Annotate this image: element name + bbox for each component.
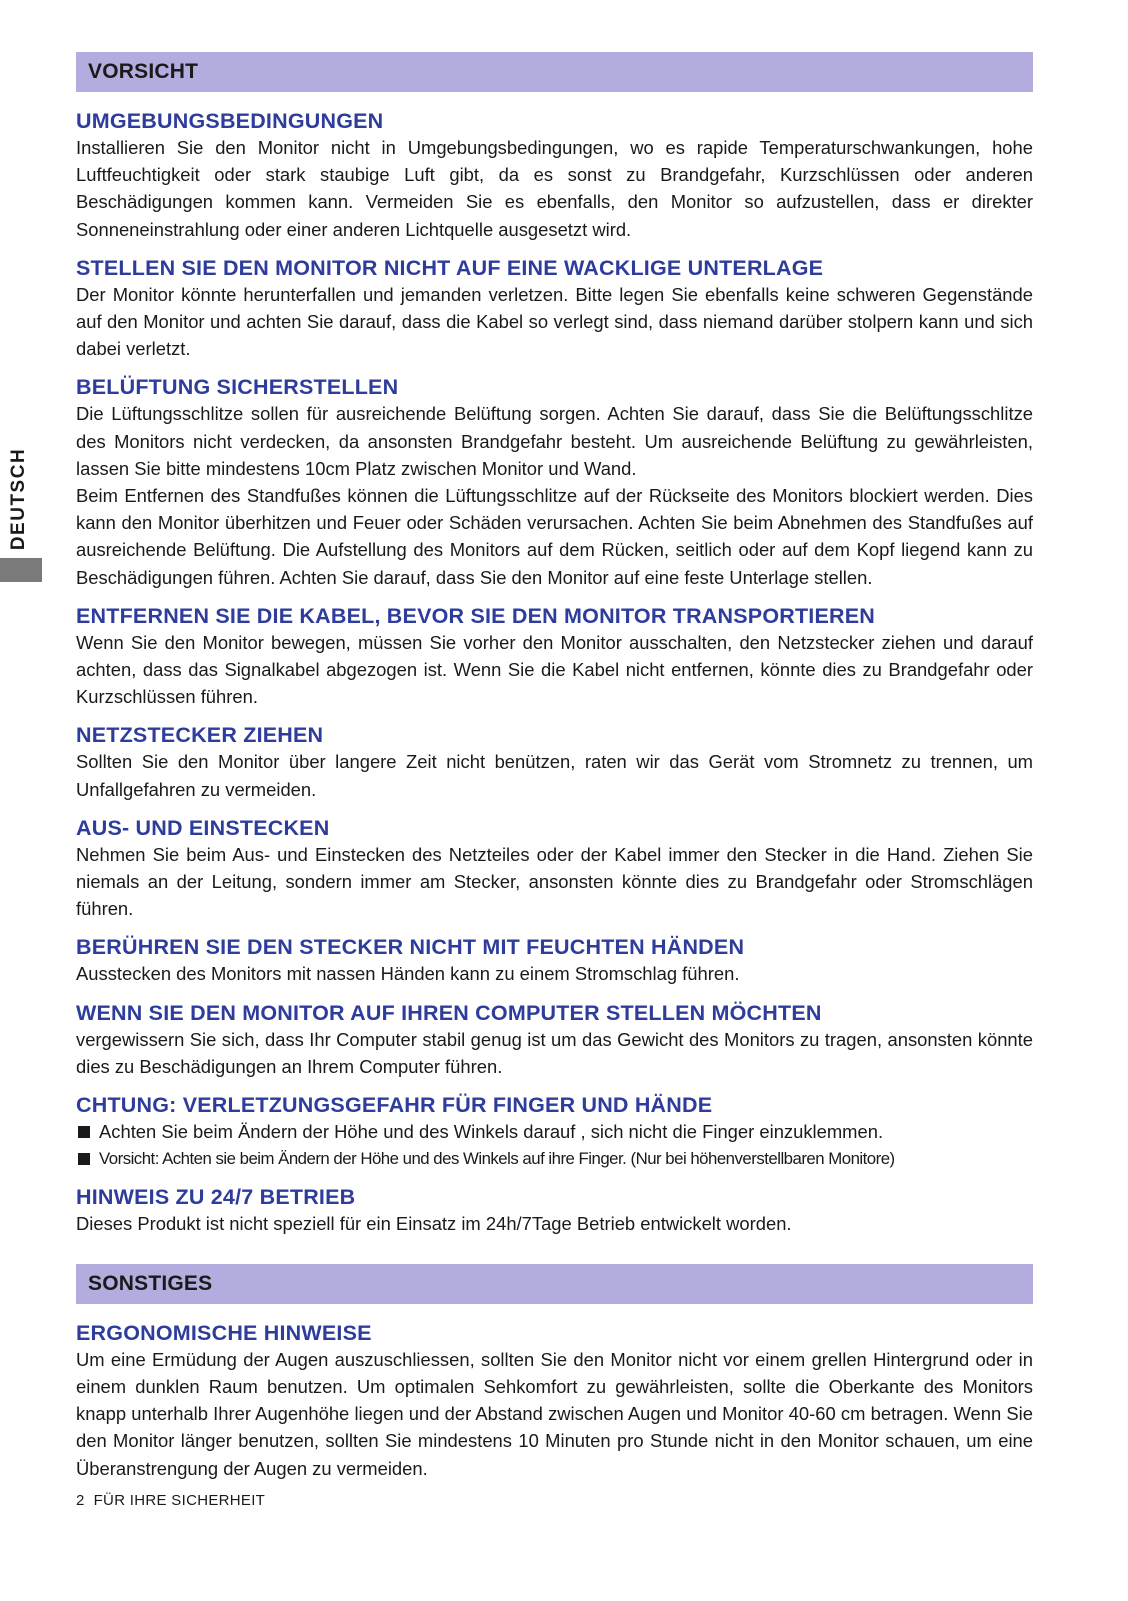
footer-title: FÜR IHRE SICHERHEIT xyxy=(93,1492,266,1509)
band-title: SONSTIGES xyxy=(88,1271,213,1295)
section-band-sonstiges xyxy=(76,1264,1033,1304)
bullet-list xyxy=(76,1118,1033,1172)
section-heading: BELÜFTUNG SICHERSTELLEN xyxy=(76,375,399,400)
list-item-text: Vorsicht: Achten sie beim Ändern der Höhe und des Winkels auf ihre Finger. (Nur bei höhenverstellbaren Monitore) xyxy=(99,1149,895,1169)
section-band-vorsicht xyxy=(76,52,1033,92)
section-heading: NETZSTECKER ZIEHEN xyxy=(76,723,324,748)
section-verletzungsgefahr xyxy=(76,1092,1033,1172)
section-heading: ENTFERNEN SIE DIE KABEL, BEVOR SIE DEN MONITOR TRANSPORTIEREN xyxy=(76,603,876,628)
section-heading: BERÜHREN SIE DEN STECKER NICHT MIT FEUCHTEN HÄNDEN xyxy=(76,935,745,960)
section-body: Die Lüftungsschlitze sollen für ausreichende Belüftung sorgen. Achten Sie darauf, dass Sie die Belüftungsschlitze des Monitors nicht verdecken, da ansonsten Brandgefahr besteht. Um ausreichende Belüftung zu gewährleisten, lassen Sie bitte mindestens 10cm Platz zwischen Monitor und Wand. xyxy=(76,403,1033,479)
section-heading: UMGEBUNGSBEDINGUNGEN xyxy=(76,109,384,133)
square-bullet-icon xyxy=(78,1153,90,1165)
section-body: Der Monitor könnte herunterfallen und jemanden verletzen. Bitte legen Sie ebenfalls keine schweren Gegenstände auf den Monitor und achten Sie darauf, dass die Kabel so verlegt sind, dass niemand darüber stolpern kann und sich dabei verletzt. xyxy=(76,283,1033,360)
section-netzstecker xyxy=(76,722,1033,802)
section-ergonomische-hinweise xyxy=(76,1320,1033,1482)
page-number: 2 xyxy=(76,1492,85,1509)
section-body: Dieses Produkt ist nicht speziell für ein Einsatz im 24h/7Tage Betrieb entwickelt worden. xyxy=(76,1213,792,1235)
page-content xyxy=(76,52,1033,1482)
section-24-7-betrieb xyxy=(76,1184,1033,1237)
section-heading: WENN SIE DEN MONITOR AUF IHREN COMPUTER STELLEN MÖCHTEN xyxy=(76,1000,822,1025)
section-body: Nehmen Sie beim Aus- und Einstecken des Netzteiles oder der Kabel immer den Stecker in die Hand. Ziehen Sie niemals an der Leitung, sondern immer am Stecker, ansonsten könnte dies zu Brandgefahr oder Stromschlägen führen. xyxy=(76,843,1033,920)
language-tab xyxy=(0,440,42,582)
section-heading: STELLEN SIE DEN MONITOR NICHT AUF EINE WACKLIGE UNTERLAGE xyxy=(76,255,824,280)
section-body: Um eine Ermüdung der Augen auszuschliessen, sollten Sie den Monitor nicht vor einem grellen Hintergrund oder in einem dunklen Raum benutzen. Um optimalen Sehkomfort zu gewährleisten, sollte die Oberkante des Monitors knapp unterhalb Ihrer Augenhöhe liegen und der Abstand zwischen Augen und Monitor 40-60 cm betragen. Wenn Sie den Monitor länger benutzen, sollten Sie mindestens 10 Minuten pro Stunde nicht in den Monitor schauen, um eine Überanstrengung der Augen zu vermeiden. xyxy=(76,1348,1033,1479)
section-kabel-entfernen xyxy=(76,603,1033,711)
section-feuchte-haende xyxy=(76,934,1033,987)
list-item xyxy=(76,1145,1033,1172)
band-title: VORSICHT xyxy=(88,60,199,83)
list-item xyxy=(76,1118,1033,1145)
section-heading: ERGONOMISCHE HINWEISE xyxy=(76,1320,372,1345)
section-wacklige-unterlage xyxy=(76,255,1033,363)
section-monitor-auf-computer xyxy=(76,1000,1033,1080)
section-body: Wenn Sie den Monitor bewegen, müssen Sie vorher den Monitor ausschalten, den Netzstecker ziehen und darauf achten, dass das Signalkabel abgezogen ist. Wenn Sie die Kabel nicht entfernen, könnte dies zu Brandgefahr oder Kurzschlüssen führen. xyxy=(76,631,1033,708)
section-heading: AUS- UND EINSTECKEN xyxy=(76,815,330,840)
section-body-continued: Beim Entfernen des Standfußes können die Lüftungsschlitze auf der Rückseite des Monitors blockiert werden. Dies kann den Monitor überhitzen und Feuer oder Schäden verursachen. Achten Sie beim Abnehmen des Standfußes auf ausreichende Belüftung. Die Aufstellung des Monitors auf dem Rücken, seitlich oder auf dem Kopf liegend kann zu Beschädigungen führen. Achten Sie darauf, dass Sie den Monitor auf eine feste Unterlage stellen. xyxy=(76,485,1033,588)
section-aus-einstecken xyxy=(76,815,1033,923)
section-body: Sollten Sie den Monitor über langere Zeit nicht benützen, raten wir das Gerät vom Stromnetz zu trennen, um Unfallgefahren zu vermeiden. xyxy=(76,751,1033,800)
section-body: vergewissern Sie sich, dass Ihr Computer stabil genug ist um das Gewicht des Monitors zu tragen, ansonsten könnte dies zu Beschädigungen an Ihrem Computer führen. xyxy=(76,1028,1033,1077)
language-tab-label: DEUTSCH xyxy=(8,447,29,551)
section-umgebungsbedingungen xyxy=(76,108,1033,243)
square-bullet-icon xyxy=(78,1126,90,1138)
section-heading: HINWEIS ZU 24/7 BETRIEB xyxy=(76,1185,356,1210)
list-item-text: Achten Sie beim Ändern der Höhe und des Winkels darauf , sich nicht die Finger einzuklemmen. xyxy=(99,1121,884,1143)
section-heading: CHTUNG: VERLETZUNGSGEFAHR FÜR FINGER UND HÄNDE xyxy=(76,1093,713,1118)
section-body: Installieren Sie den Monitor nicht in Umgebungsbedingungen, wo es rapide Temperaturschwankungen, hohe Luftfeuchtigkeit oder stark staubige Luft gibt, da es sonst zu Brandgefahr, Kurzschlüssen oder anderen Beschädigungen kommen kann. Vermeiden Sie es ebenfalls, den Monitor so aufzustellen, dass er direkter Sonneneinstrahlung oder einer anderen Lichtquelle ausgesetzt wird. xyxy=(76,137,1033,240)
page-footer xyxy=(76,1492,265,1509)
section-body: Ausstecken des Monitors mit nassen Händen kann zu einem Stromschlag führen. xyxy=(76,963,740,985)
language-tab-marker xyxy=(0,558,42,582)
section-belueftung xyxy=(76,374,1033,590)
